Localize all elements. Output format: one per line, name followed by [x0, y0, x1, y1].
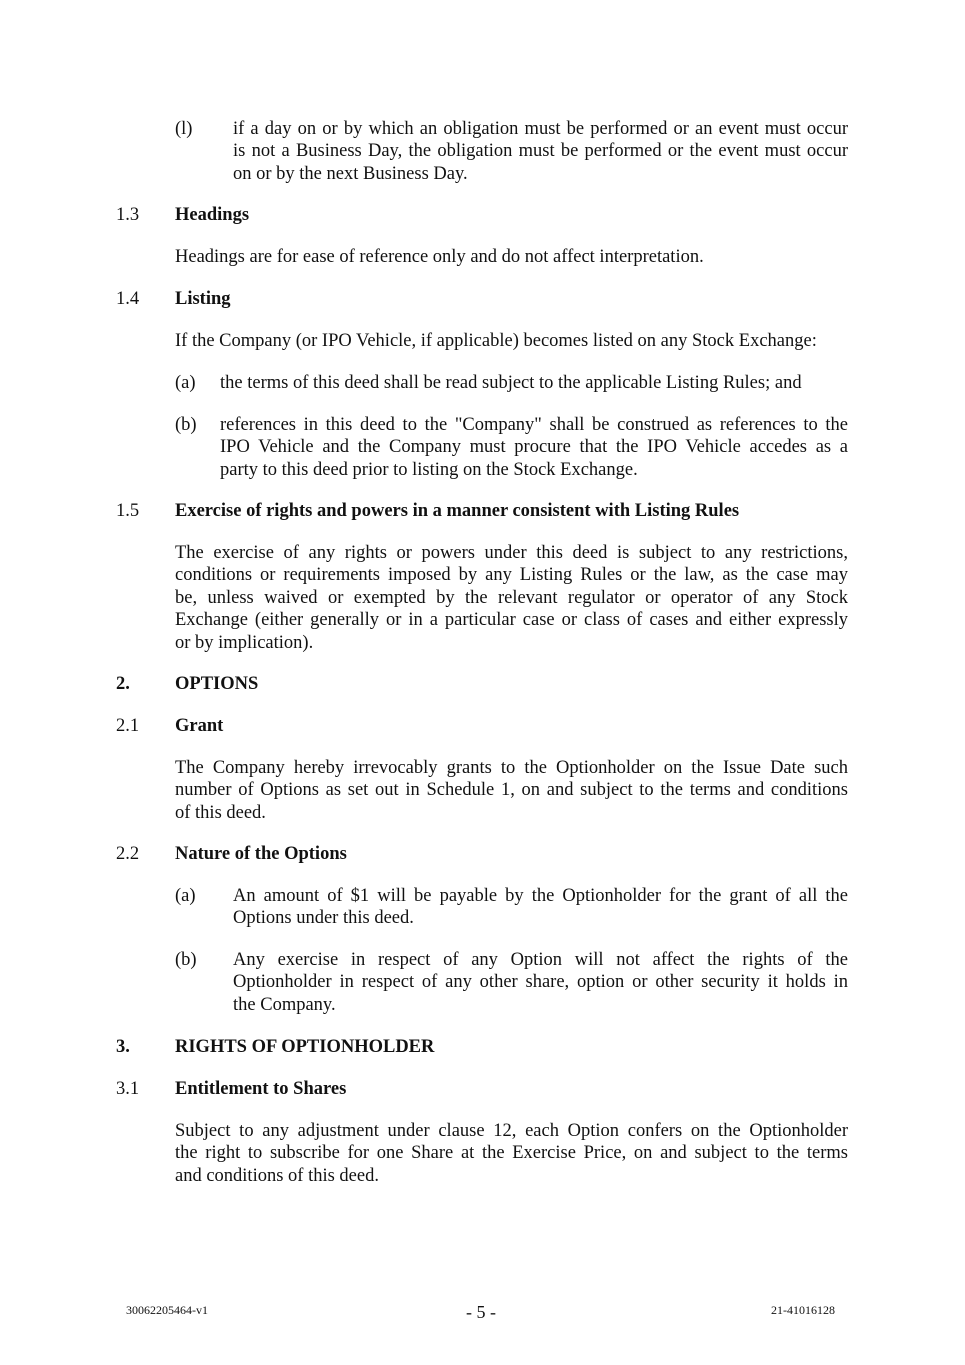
item-line: IPO Vehicle and the Company must procure that the IPO Vehicle accedes as a [220, 437, 848, 458]
body-line: The Company hereby irrevocably grants to the Optionholder on the Issue Date such [175, 758, 848, 778]
clause-label: (l) [175, 119, 193, 139]
body-line: conditions or requirements imposed by any Listing Rules or the law, as the case may [175, 565, 848, 586]
section-number: 3.1 [116, 1079, 140, 1099]
section-heading: Exercise of rights and powers in a manner consistent with Listing Rules [175, 501, 740, 521]
body-line: The exercise of any rights or powers under this deed is subject to any restrictions, [175, 543, 848, 563]
item-line: the Company. [233, 994, 336, 1015]
section-number: 1.3 [116, 205, 140, 225]
clause-line: is not a Business Day, the obligation must be performed or the event must occur [233, 141, 848, 162]
section-number: 2.1 [116, 716, 140, 736]
section-heading: Listing [175, 289, 231, 309]
clause-line: if a day on or by which an obligation must be performed or an event must occur [233, 119, 848, 139]
section-intro: If the Company (or IPO Vehicle, if applicable) becomes listed on any Stock Exchange: [175, 331, 817, 351]
page-number: - 5 - [466, 1302, 496, 1322]
body-line: Exchange (either generally or in a particular case or class of cases and either expressly [175, 610, 848, 631]
item-line: Any exercise in respect of any Option will not affect the rights of the [233, 950, 848, 970]
item-line: references in this deed to the "Company" shall be construed as references to the [220, 415, 848, 435]
item-line: Options under this deed. [233, 908, 414, 929]
section-body [175, 542, 848, 654]
item-body [233, 949, 848, 1016]
section-body [175, 1120, 848, 1187]
clause-line: on or by the next Business Day. [233, 163, 468, 184]
item-label: (a) [175, 373, 196, 393]
section-heading: Nature of the Options [175, 844, 347, 864]
article-heading: RIGHTS OF OPTIONHOLDER [175, 1037, 435, 1057]
section-number: 1.5 [116, 501, 140, 521]
body-line: number of Options as set out in Schedule 1, on and subject to the terms and conditions [175, 780, 848, 801]
section-heading: Headings [175, 205, 250, 225]
section-number: 1.4 [116, 289, 140, 309]
section-body [175, 757, 848, 824]
item-label: (b) [175, 950, 197, 970]
article-number: 3. [116, 1037, 130, 1057]
item-line: party to this deed prior to listing on the Stock Exchange. [220, 459, 638, 480]
body-line: and conditions of this deed. [175, 1165, 379, 1186]
item-text: the terms of this deed shall be read subject to the applicable Listing Rules; and [220, 373, 802, 393]
item-body [233, 885, 848, 930]
clause-body [233, 118, 848, 185]
body-line: or by implication). [175, 632, 314, 653]
body-line: the right to subscribe for one Share at the Exercise Price, on and subject to the terms [175, 1143, 848, 1164]
section-heading: Entitlement to Shares [175, 1079, 347, 1099]
article-number: 2. [116, 674, 130, 694]
item-label: (b) [175, 415, 197, 435]
section-body: Headings are for ease of reference only and do not affect interpretation. [175, 247, 704, 267]
section-heading: Grant [175, 716, 224, 736]
section-number: 2.2 [116, 844, 140, 864]
body-line: be, unless waived or exempted by the relevant regulator or operator of any Stock [175, 587, 848, 608]
body-line: Subject to any adjustment under clause 12, each Option confers on the Optionholder [175, 1121, 848, 1141]
item-label: (a) [175, 886, 196, 906]
footer-ref: 21-41016128 [771, 1303, 835, 1317]
footer-doc-id: 30062205464-v1 [126, 1303, 208, 1317]
article-heading: OPTIONS [175, 674, 259, 694]
item-body [220, 414, 848, 481]
item-line: Optionholder in respect of any other share, option or other security it holds in [233, 972, 848, 993]
body-line: of this deed. [175, 802, 266, 823]
item-line: An amount of $1 will be payable by the Optionholder for the grant of all the [233, 886, 848, 906]
